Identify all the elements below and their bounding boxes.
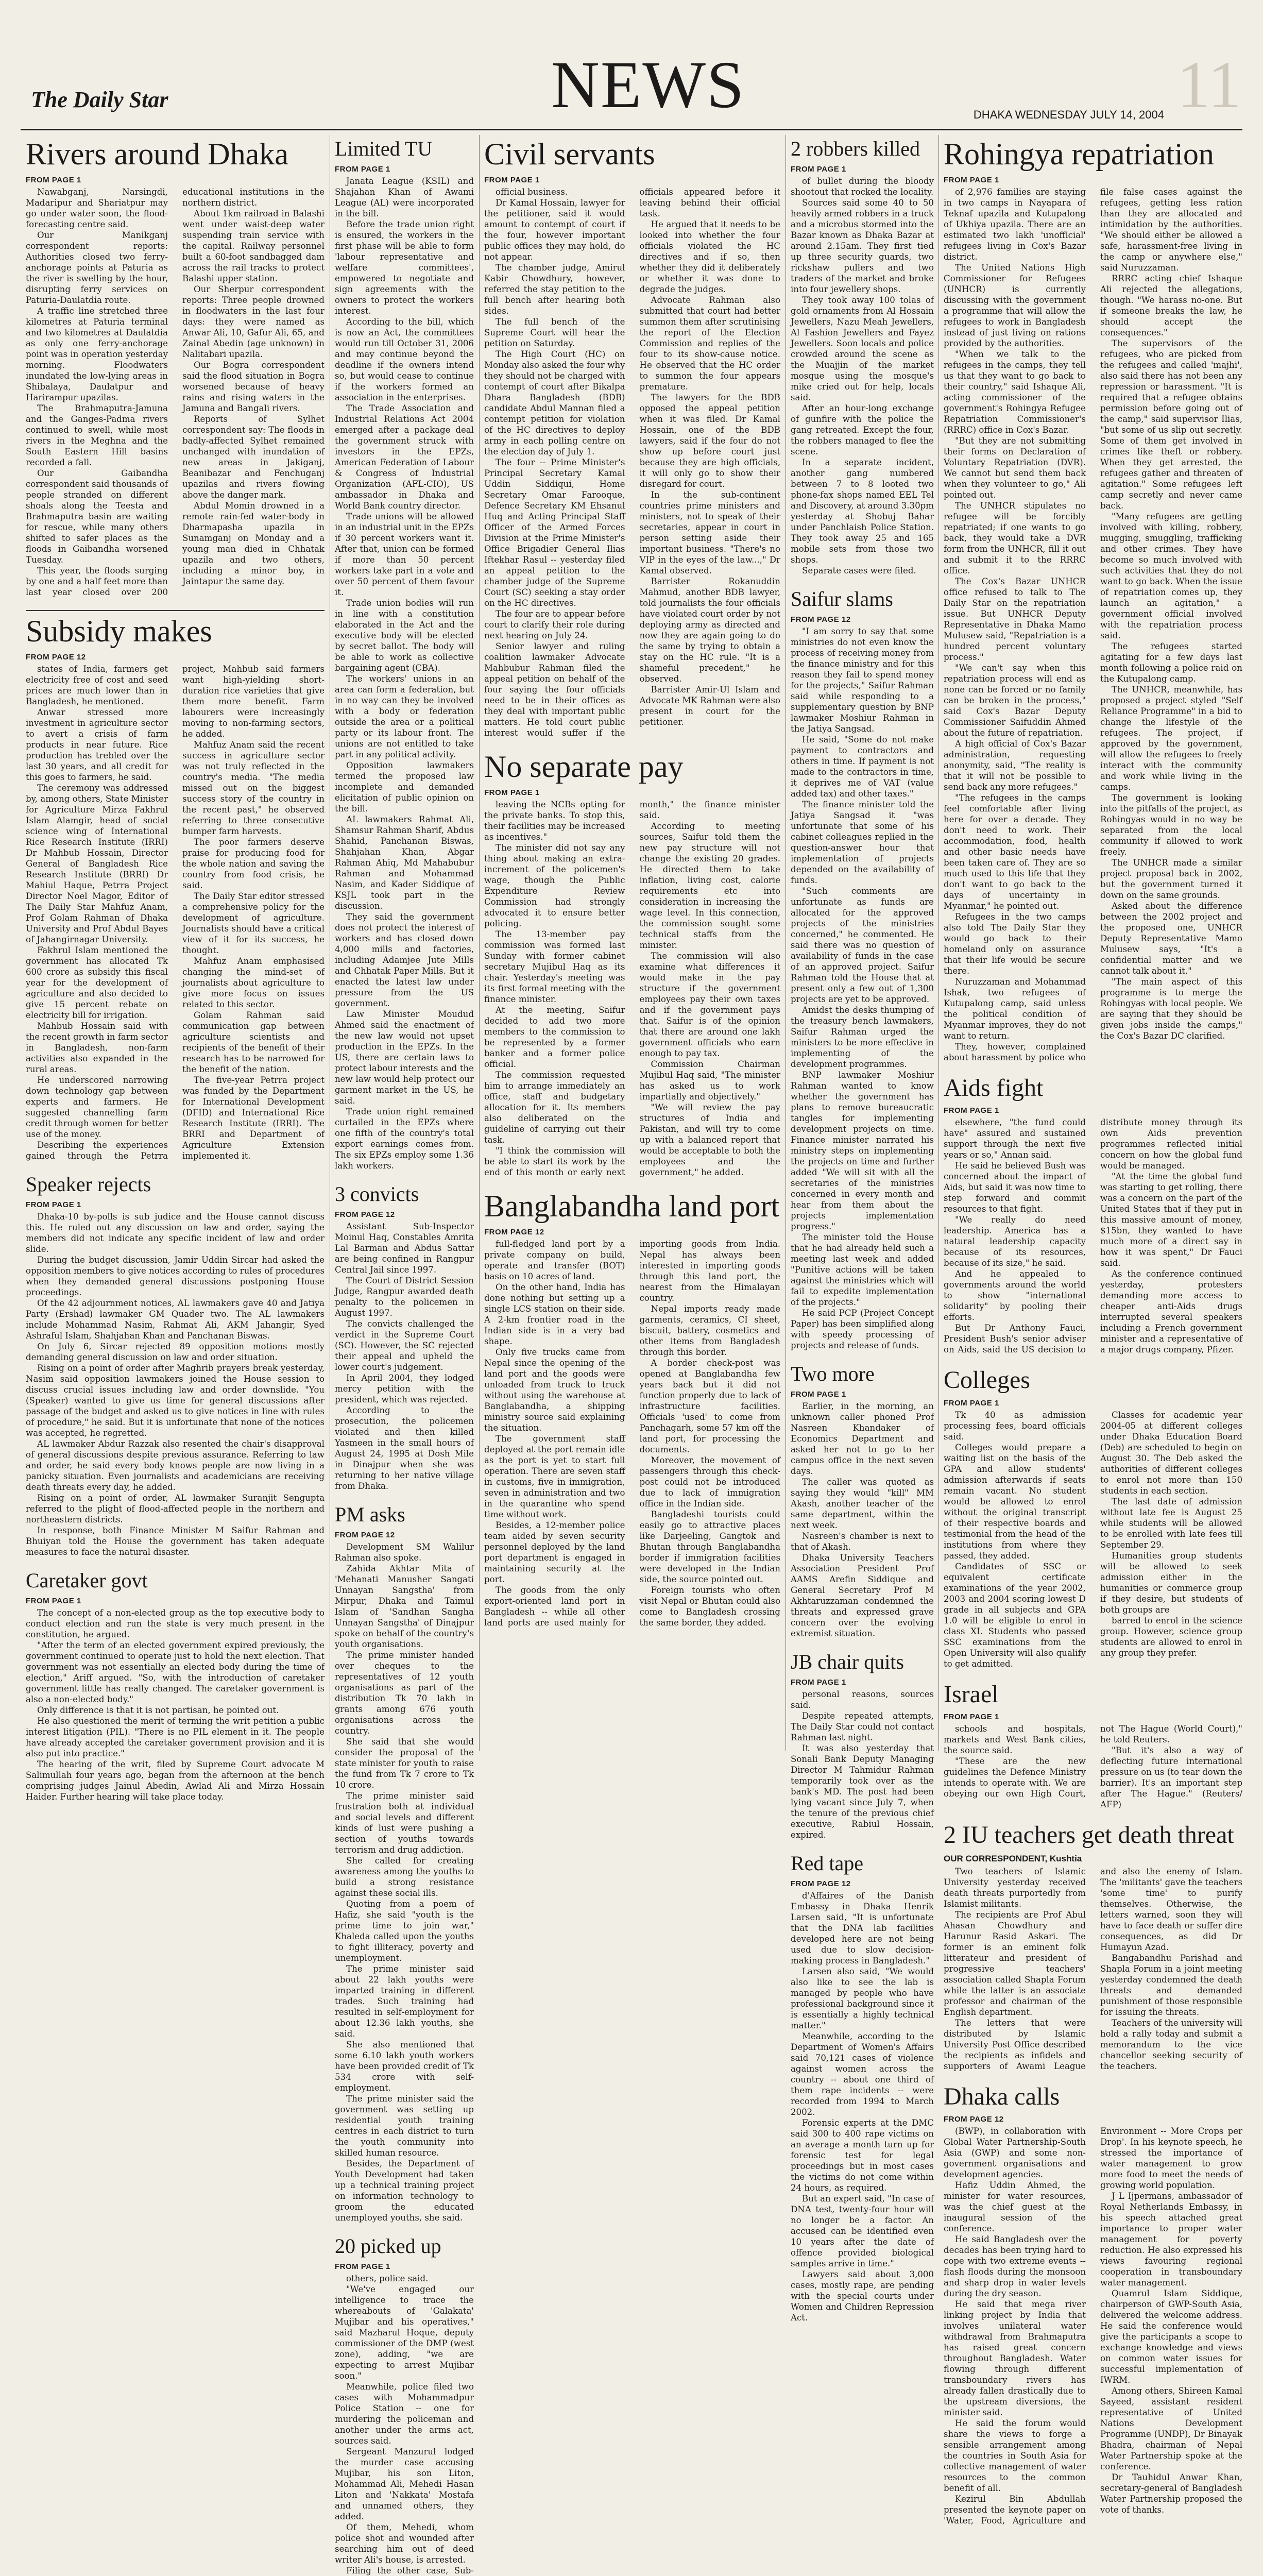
story-red-tape <box>791 1853 934 2323</box>
paragraph: But Dr Anthony Fauci, President Bush's senior adviser on Aids, said the US decision to distribute money through its own Aids prevention programmes reflected initial concern on how the global fund would be managed. <box>944 1117 1242 1355</box>
paragraph: The Trade Association and Industrial Relations Act 2004 emerged after a package deal the government struck with investors in the EPZs, American Federation of Labour & Congress of Industrial Organization (AFL-CIO), US ambassador in Dhaka and World Bank country director. <box>335 403 474 511</box>
headline: Rivers around Dhaka <box>26 137 288 171</box>
paragraph: Only difference is that it is not partisan, he pointed out. <box>37 1705 279 1715</box>
paragraph: "But it's also a way of deflecting future international pressure on us (to tear down the barrier). It's an important step after The Hague." (Reuters/ AFP) <box>1100 1745 1242 1810</box>
paragraph: The prime minister said frustration both at individual and social levels and different kinds of lust were pushing a section of youths towards terrorism and drug addiction. <box>335 1791 474 1855</box>
paragraph: Moreover, the movement of passengers through this check-post could not be introduced due to lack of immigration office in the Indian side. <box>639 1455 780 1509</box>
paragraph: Larsen also said, "We would also like to see the lab is managed by people who have professional background since it is essentially a highly technical matter." <box>791 1967 934 2030</box>
paragraph: others, police said. <box>346 2274 429 2283</box>
jump-line: FROM PAGE 1 <box>26 1597 81 1605</box>
paper-name: The Daily Star <box>31 87 168 112</box>
paragraph: Reports of Sylhet correspondent say: The floods in badly-affected Sylhet remained unchanged with inundation of new areas in Jakiganj, Beanibazar and Fenchuganj upazilas and rivers flowing above the danger mark. <box>182 414 325 500</box>
paragraph: Earlier, in the morning, an unknown caller phoned Prof Nasreen Khandaker of Economics Department and asked her not to go to her campus office in the next seven days. <box>791 1401 934 1476</box>
headline: JB chair quits <box>791 1650 904 1673</box>
story-body <box>944 2126 1242 2526</box>
paragraph: "The refugees in the camps feel comfortable after living here for over a decade. They don't need to work. Their accommodation, food, health and other basic needs have been taken care of. They are so much used to this life that they don't want to go back to the days of uncertainty in Myanmar," he pointed out. <box>944 793 1086 911</box>
paragraph: Nasreen's chamber is next to that of Akash. <box>791 1531 934 1552</box>
paragraph: schools and hospitals, markets and West Bank cities, the source said. <box>944 1724 1086 1756</box>
headline: 20 picked up <box>335 2234 441 2258</box>
paragraph: Assistant Sub-Inspector Moinul Haq, Constables Amrita Lal Barman and Abdus Sattar are being confined in Rangpur Central Jail since 1997. <box>335 1222 474 1275</box>
paragraph: Kezirul Bin Abdullah presented the keynote paper on 'Water, Food, Agriculture and Environment -- More Crops per Drop'. In his keynote speech, he stressed the importance of water management to grow more food to meet the needs of growing world population. <box>944 2126 1242 2526</box>
story-body <box>484 799 780 1178</box>
paragraph: official business. <box>496 187 568 197</box>
headline: Civil servants <box>484 137 655 171</box>
paragraph: The High Court (HC) on Monday also asked the four why they should not be charged with contempt of court after Bikalpa Dhara Bangladesh (BDB) candidate Abdul Mannan filed a contempt petition for violation of the HC directives to deploy army in each polling centre on the election day of July 1. <box>484 349 625 456</box>
paragraph: After an hour-long exchange of gunfire with the police the gang retreated. Except the four, the robbers managed to flee the scene. <box>791 403 934 456</box>
paragraph: The four -- Prime Minister's Principal Secretary Kamal Uddin Siddiqui, Home Secretary Omar Farooque, Defence Secretary KM Ehsanul Huq and Acting Principal Staff Officer of the Armed Forces Division at the Prime Minister's Office Brigadier General Ilias Iftekhar Rasul -- yesterday filed an appeal petition to the chamber judge of the Supreme Court (SC) seeking a stay order on the HC directives. <box>484 457 625 608</box>
paragraph: Abdul Momin drowned in a remote rain-fed water-body in Dharmapasha upazila in Sunamganj on Monday and a young man died in Chhatak upazila and two others, including a minor boy, in Jaintapur the same day. <box>182 501 325 586</box>
paragraph: "At the time the global fund was starting to get rolling, there was a concern on the part of the United States that if they put in this massive amount of money, $15bn, they wanted to have much more of a direct say in how it was spent," Dr Fauci said. <box>1100 1172 1242 1268</box>
headline: Saifur slams <box>791 587 893 611</box>
column-divider <box>938 135 939 1751</box>
story-body <box>791 176 934 576</box>
headline: 3 convicts <box>335 1182 419 1206</box>
story-iu-teachers <box>944 1822 1242 2071</box>
jump-line: FROM PAGE 12 <box>335 1531 395 1539</box>
story-body <box>484 1239 780 1628</box>
story-body <box>791 1689 934 1840</box>
jump-line: FROM PAGE 1 <box>791 1678 846 1687</box>
story-caretaker <box>26 1570 325 1802</box>
paragraph: The lawyers for the BDB opposed the appeal petition when it was filed. Dr Kamal Hossain, one of the BDB lawyers, said if the four do not show up before court just because they are high officials, it will only go to show their disregard for court. <box>639 393 780 489</box>
paragraph: Sergeant Manzurul lodged the murder case accusing Mujibar, his son Liton, Mohammad Ali, Mehedi Hasan Liton and 'Nakkata' Mostafa and unnamed others, they added. <box>335 2447 474 2521</box>
story-israel <box>944 1682 1242 1810</box>
paragraph: Classes for academic year 2004-05 at different colleges under Dhaka Education Board (Deb) are scheduled to begin on August 30. The Deb asked the authorities of different colleges to enrol not more than 150 students in each section. <box>1100 1410 1242 1496</box>
paragraph: Trade union bodies will run in line with a constitution elaborated in the Act and the executive body will be elected by secret ballot. The body will be able to work as collective bargaining agent (CBA). <box>335 598 474 673</box>
headline: PM asks <box>335 1503 405 1526</box>
column-2 <box>335 135 474 2575</box>
headline: Caretaker govt <box>26 1569 148 1592</box>
paragraph: "After the term of an elected government expired previously, the government continued to operate just to hold the next election. That government was not essentially an elected body during the time of election," Ariff argued. "So, with the introduction of caretaker government little has really changed. The caretaker government is also a non-elected body." <box>26 1640 325 1704</box>
paragraph: full-fledged land port by a private company on build, operate and transfer (BOT) basis on 10 acres of land. <box>484 1239 625 1281</box>
paragraph: Meanwhile, police filed two cases with Mohammadpur Police Station -- one for murdering the policeman and another under the arms act, sources said. <box>335 2382 474 2446</box>
story-body <box>335 1541 474 2223</box>
story-pm-asks <box>335 1504 474 2223</box>
paragraph: Despite repeated attempts, The Daily Star could not contact Rahman last night. <box>791 1711 934 1742</box>
headline: Red tape <box>791 1852 864 1875</box>
paragraph: Dr Tauhidul Anwar Khan, secretary-general of Bangladesh Water Partnership proposed the vote of thanks. <box>1100 2472 1242 2515</box>
jump-line: FROM PAGE 1 <box>791 165 846 174</box>
paragraph: AL lawmaker Abdur Razzak also resented the chair's disapproval of general discussions despite previous assurance. Referring to law and order, he said every body knows people are now living in a panicky situation. Even journalists and academicians are receiving death threats every day, he added. <box>26 1439 325 1492</box>
paragraph: Of them, Mehedi, whom police shot and wounded after searching him out of deed writer Ali's house, is arrested. <box>335 2522 474 2565</box>
paragraph: Hafiz Uddin Ahmed, the minister for water resources, was the chief guest at the inaugural session of the conference. <box>944 2180 1086 2233</box>
paragraph: "Such comments are unfortunate as funds are allocated for the approved projects of the ministries concerned," he commented. He said there was no question of availability of funds in the case of an approved project. Saifur Rahman told the House that at present only a few out of 1,300 projects are yet to be approved. <box>791 886 934 1004</box>
headline: Rohingya repatriation <box>944 137 1214 171</box>
paragraph: Quamrul Islam Siddique, chairperson of GWP-South Asia, delivered the welcome address. He said the conference would give the participants a scope to exchange knowledge and views on common water issues for successful implementation of IWRM. <box>1100 2288 1242 2385</box>
story-body <box>26 1211 325 1557</box>
paragraph: The government staff deployed at the port remain idle as the port is yet to start full operation. There are seven staff in customs, five in immigration, seven in administration and two in the quarantine who spend time without work. <box>484 1434 625 1519</box>
headline: Speaker rejects <box>26 1173 151 1196</box>
jump-line: FROM PAGE 1 <box>335 165 390 174</box>
paragraph: Our Sherpur correspondent reports: Three people drowned in floodwaters in the last four days: they were named as Anwar Ali, 10, Gafur Ali, 65, and Zainal Abedin (age unknown) in Nalitabari upazila. <box>182 284 325 359</box>
paragraph: Two teachers of Islamic University yesterday received death threats purportedly from Islamist militants. <box>944 1866 1086 1909</box>
paragraph: (BWP), in collaboration with Global Water Partnership-South Asia (GWP) and some non-government organisations and development agencies. <box>944 2126 1086 2179</box>
paragraph: The UNHCR, meanwhile, has proposed a project styled "Self Reliance Programme" in a bid to change the lifestyle of the refugees. The project, if approved by the government, will allow the refugees to freely interact with the community and work while living in the camps. <box>1100 685 1242 792</box>
jump-line: FROM PAGE 12 <box>791 615 851 624</box>
jump-line: FROM PAGE 1 <box>944 1713 999 1722</box>
paragraph: A traffic line stretched three kilometres at Paturia terminal and two kilometres at Daulatdia as only one ferry-anchorage point was in operation yesterday morning. Floodwaters inundated the low-lying areas in Shibalaya, Daulatpur and Harirampur upazilas. <box>26 306 168 402</box>
paragraph: He said that mega river linking project by India that involves unilateral water withdrawal from Brahmaputra has raised great concern throughout Bangladesh. Water flowing through different transboundary rivers has already fallen drastically due to the upstream diversions, the minister said. <box>944 2299 1086 2417</box>
paragraph: But an expert said, "In case of DNA test, twenty-four hour will no longer be a factor. An accused can be identified even 10 years after the date of offence provided biological samples arrive in time." <box>791 2194 934 2268</box>
paragraph: A border check-post was opened at Banglabandha few years back but it did not function properly due to lack of infrastructure facilities. Officials 'used' to come from Panchagarh, some 57 km off the land port, for processing the documents. <box>639 1358 780 1454</box>
paragraph: Barrister Rokanuddin Mahmud, another BDB lawyer, told journalists the four officials have violated court order by not deploying army as directed and now they are again going to do the same by trying to obtain a stay on the HC rule. "It is a shameful precedent," he observed. <box>639 577 780 684</box>
paragraph: The concept of a non-elected group as the top executive body to conduct election and run the state is very much present in the constitution, he argued. <box>26 1608 325 1639</box>
column-4 <box>791 135 934 2323</box>
paragraph: Humanities group students will be allowed to seek admission either in the humanities or commerce group if they desire, but students of both groups are <box>1100 1550 1242 1615</box>
paragraph: Commission Chairman Mujibul Haq said, "The minister has asked us to work impartially and objectively." <box>639 1059 780 1101</box>
paragraph: He said he believed Bush was concerned about the impact of Aids, but said it was now time to step forward and commit resources to that fight. <box>944 1161 1086 1214</box>
paragraph: "I am sorry to say that some ministries do not even know the process of receiving money from the finance ministry and for this reason they fail to spend money for the projects," Saifur Rahman said while responding to a supplementary question by BNP lawmaker Moshiur Rahman in the Jatiya Sangsad. <box>791 626 934 734</box>
paragraph: Rising on a point of order after Maghrib prayers break yesterday, Nasim said opposition lawmakers joined the House session to discuss crucial issues including law and order downslide. "You (Speaker) wanted to give us time for general discussions after passage of the budget and asked us to give notices in line with rules of procedure," he said. But it is unfortunate that none of the notices was accepted, he regretted. <box>26 1363 325 1438</box>
paragraph: The workers' unions in an area can form a federation, but in no way can they be involved with a body or federation outside the area or a political party or its labour front. The unions are not entitled to take part in any political activity. <box>335 674 474 759</box>
paragraph: Trade unions will be allowed in an industrial unit in the EPZs if 30 percent workers want it. After that, union can be formed if more than 50 percent workers take part in a vote and over 50 percent of them favour it. <box>335 512 474 597</box>
story-body <box>944 1723 1242 1810</box>
paragraph: Lawyers said about 3,000 cases, mostly rape, are pending with the special courts under Women and Children Repression Act. <box>791 2269 934 2323</box>
paragraph: A high official of Cox's Bazar administration, requesting anonymity, said, "The reality is that it will not be possible to send back any more refugees." <box>944 739 1086 792</box>
paragraph: d'Affaires of the Danish Embassy in Dhaka Henrik Larsen said, "It is unfortunate that the DNA lab facilities developed here are not being used due to slow decision-making process in Bangladesh." <box>791 1891 934 1965</box>
jump-line: FROM PAGE 1 <box>335 2262 390 2271</box>
paragraph: The letters that were distributed by Islamic University Post Office described the recipients as infidels and supporters of Awami League and also the enemy of Islam. The 'militants' gave the teachers 'some time' to purify themselves. Otherwise, the letters warned, soon they will have to face death or suffer dire consequences, as did Dr Humayun Azad. <box>944 1866 1242 2071</box>
jump-line: FROM PAGE 1 <box>944 176 999 184</box>
column-divider <box>479 135 480 1751</box>
paragraph: "Many refugees are getting involved with killing, robbery, mugging, smuggling, trafficking and other crimes. They have become so much involved with such activities that they do not want to go back. When the issue of repatriation comes up, they launch an agitation," a government official involved with the repatriation process said. <box>1100 512 1242 640</box>
story-body <box>26 664 325 1161</box>
paragraph: Forensic experts at the DMC said 300 to 400 rape victims on an average a month turn up for forensic test for legal proceedings but in most cases the victims do not come within 24 hours, as required. <box>791 2118 934 2193</box>
paragraph: Rising on a point of order, AL lawmaker Suranjit Sengupta referred to the plight of flood-affected people in the northern and northeastern districts. <box>26 1493 325 1524</box>
paragraph: According to the prosecution, the policemen violated and then killed Yasmeen in the small hours of August 24, 1995 at Dosh Mile in Dinajpur when she was returning to her native village from Dhaka. <box>335 1405 474 1491</box>
paragraph: Sources said some 40 to 50 heavily armed robbers in a truck and a microbus stormed into the Bazar known as Dhaka Bazar at around 2.15am. They first tied up three security guards, two rickshaw pullers and two traders of the market and broke into four jewellery shops. <box>791 198 934 294</box>
paragraph: Zahida Akhtar Mita of 'Mehanati Manusher Sangati Unnayan Sangstha' from Mirpur, Dhaka and Taimul Islam of 'Sandhan Sangha Unnayan Sangstha' of Dinajpur spoke on behalf of the country's youth organisations. <box>335 1564 474 1649</box>
paragraph: The United Nations High Commissioner for Refugees (UNHCR) is currently discussing with the government a programme that will allow the refugees to work in Bangladesh instead of just living on rations provided by the authorities. <box>944 263 1086 348</box>
paragraph: "We really do need leadership. America has a natural leadership capacity because of its resources, because of its size," he said. <box>944 1215 1086 1268</box>
paragraph: states of India, farmers get electricity free of cost and seed prices are much lower than in Bangladesh, he mentioned. <box>26 664 168 706</box>
paragraph: of bullet during the bloody shootout that rocked the locality. <box>791 176 934 197</box>
paragraph: The poor farmers deserve praise for producing food for the whole nation and saving the country from food crisis, he said. <box>182 837 325 890</box>
story-body <box>944 187 1242 1063</box>
story-body <box>335 176 474 1171</box>
paragraph: barred to enrol in the science group. However, science group students are allowed to enrol in any group they prefer. <box>1100 1615 1242 1658</box>
column-1 <box>26 135 325 1802</box>
paragraph: According to meeting sources, Saifur told them the new pay structure will not change the existing 20 grades. He directed them to take inflation, living cost, calorie requirements etc into consideration in increasing the wage level. In this connection, the commission sought some technical staffs from the minister. <box>639 821 780 950</box>
story-body <box>791 626 934 1351</box>
paragraph: In April 2004, they lodged mercy petition with the president, which was rejected. <box>335 1373 474 1404</box>
column-3 <box>484 135 780 1751</box>
paragraph: Advocate Rahman also submitted that court had better summon them after scrutinising the report of the Election Commission and replies of the four to its show-cause notice. He observed that the HC order to summon the four appears premature. <box>639 295 780 392</box>
paragraph: Mahbub Hossain said with the recent growth in farm sector in Bangladesh, non-farm activities also expanded in the rural areas. <box>26 1021 168 1074</box>
paragraph: The convicts challenged the verdict in the Supreme Court (SC). However, the SC rejected their appeal and upheld the lower court's judgement. <box>335 1319 474 1372</box>
story-subsidy <box>26 615 325 1161</box>
paragraph: Mahfuz Anam said the recent success in agriculture sector was not truly reflected in the country's media. "The media missed out on the biggest success story of the country in the recent past," he observed referring to three consecutive bumper farm harvests. <box>182 740 325 836</box>
paragraph: Besides, a 12-member police team aided by seven security personnel deployed by the land port department is engaged in maintaining security at the port. <box>484 1520 625 1584</box>
paragraph: "We've engaged our intelligence to trace the whereabouts of 'Galakata' Mujibar and his operatives," said Mazharul Hoque, deputy commissioner of the DMP (west zone), adding, "we are expecting to arrest Mujibar soon." <box>335 2284 474 2381</box>
paragraph: She said that she would consider the proposal of the state minister for youth to raise the fund from Tk 7 crore to Tk 10 crore. <box>335 1737 474 1790</box>
jump-line: FROM PAGE 1 <box>944 1106 999 1115</box>
headline: Aids fight <box>944 1074 1044 1101</box>
paragraph: "We can't say when this repatriation process will end as none can be forced or no family can be broken in the process," said Cox's Bazar Deputy Commissioner Saifuddin Ahmed about the future of repatriation. <box>944 663 1086 738</box>
paragraph: The minister did not say any thing about making an extra-increment of the policemen's wage, though the Public Expenditure Review Commission had strongly advocated it to ensure better policing. <box>484 843 625 928</box>
paragraph: Tk 40 as admission processing fees, board officials said. <box>944 1410 1086 1442</box>
story-body <box>944 1117 1242 1355</box>
paragraph: The full bench of the Supreme Court will hear the petition on Saturday. <box>484 317 625 348</box>
story-body <box>26 187 325 598</box>
paragraph: Dhaka-10 by-polls is sub judice and the House cannot discuss this. He ruled out any discussion on law and order, saying the members did not indicate any specific incident of law and order slide. <box>26 1212 325 1254</box>
jump-line: FROM PAGE 1 <box>26 176 81 184</box>
paragraph: J L Ijpermans, ambassador of Royal Netherlands Embassy, in his speech attached great importance to proper water management for poverty reduction. He also expressed his views favouring regional cooperation in transboundary water management. <box>1100 2191 1242 2287</box>
story-banglabandha <box>484 1190 780 1628</box>
paragraph: The recipients are Prof Abul Ahasan Chowdhury and Harunur Rasid Askari. The former is an eminent folk litterateur and president of progressive teachers' association called Shapla Forum while the latter is an associate professor and chairman of the English department. <box>944 1909 1086 2017</box>
paragraph: The UNHCR made a similar project proposal back in 2002, but the government turned it down on the same grounds. <box>1100 858 1242 900</box>
paragraph: Law Minister Moudud Ahmed said the enactment of the new law would not upset production in the EPZs. In the US, there are certain laws to protect labour interests and the new law would help protect our garment market in the US, he said. <box>335 1009 474 1106</box>
paragraph: The Daily Star editor stressed a comprehensive policy for the development of agriculture. Journalists should have a critical view of it for its success, he thought. <box>182 891 325 955</box>
paragraph: "I think the commission will be able to start its work by the end of this month or early next month," the finance minister said. <box>484 800 780 1177</box>
headline: Israel <box>944 1680 999 1708</box>
story-convicts <box>335 1183 474 1492</box>
paragraph: About 1km railroad in Balashi went under waist-deep water suspending train service with the capital. Railway personnel built a 60-foot sandbagged dam across the rail tracks to protect Balashi upper station. <box>182 209 325 283</box>
paragraph: Quoting from a poem of Hafiz, she said "youth is the prime time to join war," Khaleda called upon the youths to fight illiteracy, poverty and unemployment. <box>335 1899 474 1963</box>
paragraph: Our Gaibandha correspondent said thousands of people stranded on different shoals along the Teesta and Brahmaputra basin are waiting for rescue, while many others shifted to safer places as the floods in Gaibandha worsened Tuesday. <box>26 468 168 565</box>
paragraph: Separate cases were filed. <box>802 566 916 575</box>
paragraph: The prime minister handed over cheques to the representatives of 12 youth organisations as part of the distribution Tk 70 lakh in grants among 676 youth organisations across the country. <box>335 1650 474 1736</box>
masthead <box>21 46 1247 124</box>
story-speaker <box>26 1174 325 1557</box>
jump-line: FROM PAGE 1 <box>26 1200 81 1209</box>
paragraph: Bangabandhu Parishad and Shapla Forum in a joint meeting yesterday condemned the death threats and demanded punishment of those responsible for issuing the threats. <box>1100 1953 1242 2017</box>
paragraph: He argued that it needs to be looked into whether the four officials violated the HC directives and if so, then whether they did it deliberately or whether it was done to degrade the judges. <box>639 219 780 294</box>
paragraph: Describing the experiences gained through the Petrra project, Mahbub said farmers want high-yielding short-duration rice varieties that give them more benefit. Farm labourers were increasingly moving to non-farming sectors, he added. <box>26 664 325 1161</box>
paragraph: It was also yesterday that Sonali Bank Deputy Managing Director M Tahmidur Rahman temporarily took over as the bank's MD. The post had been lying vacant since July 7, when the tenure of the previous chief executive, Rabiul Hossain, expired. <box>791 1743 934 1840</box>
paragraph: "We will review the pay structures of India and Pakistan, and will try to come up with a balanced report that would be acceptable to both the employees and the government," he added. <box>639 1103 780 1177</box>
paragraph: RRRC acting chief Ishaque Ali rejected the allegations, though. "We harass no-one. But if someone breaks the law, he should accept the consequences." <box>1100 274 1242 337</box>
paragraph: And he appealed to governments around the world to show "international solidarity" by pooling their efforts. <box>944 1269 1086 1323</box>
paragraph: Besides, the Department of Youth Development had taken up a technical training project on information technology to groom the educated unemployed youths, she said. <box>335 2159 474 2223</box>
paragraph: Nawabganj, Narsingdi, Madaripur and Shariatpur may go under water soon, the flood-forecasting centre said. <box>26 187 168 229</box>
paragraph: Asked about the difference between the 2002 project and the proposed one, UNHCR Deputy Representative Mamo Mulusew says, "It's a confidential matter and we cannot talk about it." <box>1100 901 1242 976</box>
story-body <box>484 187 780 738</box>
paragraph: She called for creating awareness among the youths to build a strong resistance against these social ills. <box>335 1856 474 1898</box>
paragraph: The prime minister said the government was setting up residential youth training centres in each district to turn the youth community into skilled human resource. <box>335 2094 474 2158</box>
paragraph: Barrister Amir-Ul Islam and Advocate MK Rahman were also present in court for the petitioner. <box>639 685 780 727</box>
story-body <box>944 1866 1242 2072</box>
paragraph: Among others, Shireen Kamal Sayeed, assistant resident representative of United Nations Development Programme (UNDP), Dr Binayak Bhadra, chairman of Nepal Water Partnership spoke at the conference. <box>1100 2385 1242 2471</box>
story-jb-chair <box>791 1651 934 1840</box>
paragraph: They said the government does not protect the interest of workers and has closed down 4,000 mills and factories, including Adamjee Jute Mills and Chhatak Paper Mills. But it enacted the latest law under pressure from the US government. <box>335 912 474 1008</box>
jump-line: FROM PAGE 12 <box>484 1228 544 1236</box>
story-robbers <box>791 138 934 576</box>
paragraph: In response, both Finance Minister M Saifur Rahman and Bhuiyan told the House the government has taken adequate measures to face the natural disaster. <box>26 1526 325 1557</box>
paragraph: The prime minister said about 22 lakh youths were imparted training in different trades. Such training had resulted in self-employment for about 12.36 lakh youths, she said. <box>335 1964 474 2039</box>
jump-line: FROM PAGE 1 <box>944 1398 999 1408</box>
paragraph: The goods from the only export-oriented land port in Bangladesh -- while all other land ports are used mainly for importing goods from India. Nepal has always been interested in importing goods through this land port, the nearest from the Himalayan country. <box>484 1239 780 1628</box>
paragraph: They, however, complained about harassment by police who file false cases against the refugees, getting less ration than they are allocated and intimidation by the authorities. "We should either be allowed a safe, harassment-free living in the camp or anywhere else," said Nuruzzaman. <box>944 187 1242 1062</box>
paragraph: leaving the NCBs opting for the private banks. To stop this, their facilities may be increased as incentives." <box>484 800 625 842</box>
paragraph: He said the forum would share the views to forge a sensible arrangement among the countries in South Asia for collective management of water resources to the common benefit of all. <box>944 2418 1086 2493</box>
paragraph: The commission will also examine what differences it would make in the pay structure if the government employees pay their own taxes and if the government pays that. Saifur is of the opinion that there are around one lakh government officials who earn enough to pay tax. <box>639 951 780 1058</box>
story-body <box>335 1221 474 1492</box>
paragraph: Before the trade union right is ensured, the workers in the first phase will be able to form 'labour representative and welfare committees', empowered to negotiate and sign agreements with the owners to protect the workers interest. <box>335 219 474 316</box>
paragraph: The last date of admission without late fee is August 25 while students will be allowed to be enrolled with late fees till September 29. <box>1100 1496 1242 1550</box>
paragraph: AL lawmakers Rahmat Ali, Shamsur Rahman Sharif, Abdus Shahid, Panchanan Biswas, Shahjahan Khan, Abgar Rahman Ahiq, Md Mahabubur Rahman and Mohammad Nasim, and Kader Siddique of KSJL took part in the discussion. <box>335 815 474 911</box>
story-dhaka-calls <box>944 2084 1242 2526</box>
jump-line: FROM PAGE 12 <box>944 2114 1004 2124</box>
paragraph: The UNHCR stipulates no refugee will be forcibly repatriated; if one wants to go back, they would take a DVR form from the UNHCR, fill it out and submit it to the RRRC office. <box>944 501 1086 575</box>
paragraph: Bangladeshi tourists could easily go to attractive places like Darjeeling, Gangtok and Bhutan through Banglabandha border if immigration facilities were developed in the Indian side, the source pointed out. <box>639 1510 780 1584</box>
paragraph: Dr Kamal Hossain, lawyer for the petitioner, said it would amount to contempt of court if the four, however important public offices they may hold, do not appear. <box>484 198 625 262</box>
paragraph: He said Bangladesh over the decades has been trying hard to cope with two extreme events -- flash floods during the monsoon and sharp drop in water levels during the dry season. <box>944 2234 1086 2298</box>
paragraph: personal reasons, sources said. <box>791 1689 934 1710</box>
story-body <box>791 1401 934 1639</box>
paragraph: Dhaka University Teachers Association President Prof AAMS Arefin Siddique and General Secretary Prof M Akhtaruzzaman condemned the threats and expressed grave concern over the evolving extremist situation. <box>791 1553 934 1638</box>
paragraph: Anwar stressed more investment in agriculture sector to avert a crisis of farm products in near future. Rice production has trebled over the last 30 years, and all credit for this goes to farmers, he said. <box>26 707 168 782</box>
paragraph: At the meeting, Saifur decided to add two more members to the commission to be represented by a former banker and a former police official. <box>484 1005 625 1069</box>
paragraph: Senior lawyer and ruling coalition lawmaker Advocate Mahbubur Rahman filed the appeal petition on behalf of the four saying the four officials need to be in their offices as they deal with important public matters. He told court public interest would suffer if the officials appeared before it leaving behind their official task. <box>484 187 780 738</box>
story-no-separate <box>484 751 780 1178</box>
jump-line: FROM PAGE 1 <box>484 176 540 184</box>
jump-line: FROM PAGE 1 <box>484 788 540 797</box>
paragraph: In the sub-continent countries prime ministers and ministers, not to speak of their secretaries, appear in court in person setting aside their important business. "There's no VIP in the eyes of the law...," Dr Kamal observed. <box>639 490 780 575</box>
jump-line: FROM PAGE 12 <box>791 1879 851 1888</box>
paragraph: They took away 100 tolas of gold ornaments from Al Hossain Jewellers, Nazu Meah Jewellers, Al Fashion Jewellers and Fayez Jewellers. Soon locals and police crowded around the scene as the Muajjin of the market mosque using the mosque's mike cried out for help, locals said. <box>791 295 934 402</box>
paragraph: Of the 42 adjournment notices, AL lawmakers gave 40 and Jatiya Party (Ershad) lawmaker GM Quader two. The AL lawmakers include Mohammad Nasim, Rahmat Ali, AKM Jahangir, Syed Ashraful Islam, Shahjahan Khan and Panchanan Biswas. <box>26 1298 325 1341</box>
paragraph: As the conference continued yesterday, protesters demanding more access to cheaper anti-Aids drugs interrupted several speakers including a French government minister and a representative of a major drugs company, Pfizer. <box>1100 1269 1242 1355</box>
paragraph: During the budget discussion, Jamir Uddin Sircar had asked the opposition members to give notices according to rules of procedures when they demanded general discussions postponing House proceedings. <box>26 1255 325 1297</box>
paragraph: Janata League (KSIL) and Shajahan Khan of Awami League (AL) were incorporated in the bill. <box>335 176 474 218</box>
paragraph: elsewhere, "the fund could have" assured and sustained support through the next five years or so," Annan said. <box>944 1117 1086 1160</box>
paragraph: The supervisors of the refugees, who are picked from the refugees and called 'majhi', also said there has not been any repression or harassment. "It is required that a refugee obtains permission before going out of the camp," said supervisor Ilias, "but some of us slip out secretly. Some of them get involved in crimes like theft or robbery. When they get arrested, the refugees gather and threaten of agitation." Some refugees left camp secretly and never came back. <box>1100 338 1242 511</box>
headline: Limited TU <box>335 137 433 160</box>
paragraph: Amidst the desks thumping of the treasury bench lawmakers, Saifur Rahman urged the ministers to be more effective in implementing of the development programmes. <box>791 1005 934 1069</box>
paragraph: The commission requested him to arrange immediately an office, staff and budgetary allocation for it. Its members also deliberated on the guideline of carrying out their task. <box>484 1070 625 1145</box>
story-body <box>791 1890 934 2323</box>
story-picked-up <box>335 2235 474 2576</box>
story-body <box>335 2273 474 2576</box>
headline: No separate pay <box>484 750 684 784</box>
jump-line: FROM PAGE 1 <box>791 1390 846 1399</box>
paragraph: Colleges would prepare a waiting list on the basis of the GPA and allow students' admission afterwards if seats remain vacant. No student would be allowed to enrol without the original transcript of their respective boards and testimonial from the head of the institutions from where they passed, they added. <box>944 1442 1086 1561</box>
paragraph: Refugees in the two camps also told The Daily Star they would go back to their homeland only on assurance that their life would be secure there. <box>944 912 1086 976</box>
headline: Two more <box>791 1362 875 1385</box>
headline: Subsidy makes <box>26 614 212 648</box>
column-5 <box>944 135 1242 2526</box>
paragraph: Nepal imports ready made garments, ceramics, CI sheet, biscuit, battery, cosmetics and other items from Bangladesh through this border. <box>639 1304 780 1357</box>
story-colleges <box>944 1367 1242 1669</box>
paragraph: BNP lawmaker Moshiur Rahman wanted to know whether the government has plans to remove bureaucratic tangles for implementing development projects on time. Finance minister narrated his ministry steps on implementing the projects on time and further added "We will sit with all the secretaries of the ministries concerned in every month and hear from them about the projects implementation progress." <box>791 1070 934 1231</box>
byline: OUR CORRESPONDENT, Kushtia <box>944 1853 1082 1863</box>
paragraph: Development SM Walilur Rahman also spoke. <box>335 1542 474 1563</box>
paragraph: "But they are not submitting their forms on Declaration of Voluntary Repatriation (DVR). We cannot but send them back when they volunteer to go," Ali pointed out. <box>944 436 1086 500</box>
paragraph: He said, "Some do not make payment to contractors and others in time. If payment is not made to the contractors in time, it deprives me of VAT (value added tax) and other taxes." <box>791 735 934 799</box>
paragraph: The Brahmaputra-Jamuna and the Ganges-Padma rivers continued to swell, while most rivers in the Meghna and the South Eastern Hill basins recorded a fall. <box>26 403 168 467</box>
paragraph: The refugees started agitating for a few days last month following a police raid on the Kutupalong camp. <box>1100 641 1242 684</box>
paragraph: He said PCP (Project Concept Paper) has been simplified along with speedy processing of projects and release of funds. <box>791 1308 934 1350</box>
paragraph: "The main aspect of this programme is to merge the Rohingyas with local people. We are saying that they should be given jobs inside the camps," the Cox's Bazar DC clarified. <box>1100 977 1242 1041</box>
paragraph: Trade union right remained curtailed in the EPZs where one fifth of the country's total export earnings comes from. The six EPZs employ some 1.36 lakh workers. <box>335 1107 474 1171</box>
paragraph: of 2,976 families are staying in two camps in Nayapara of Teknaf upazila and Kutupalong of Ukhiya upazila. There are an estimated two lakh 'unofficial' refugees living in Cox's Bazar district. <box>944 187 1086 262</box>
paragraph: He underscored narrowing down technology gap between experts and farmers. He suggested channelling farm credit through women for better use of the money. <box>26 1075 168 1139</box>
paragraph: Nuruzzaman and Mohammad Ishak, two refugees of Kutupalong camp, said unless the political condition of Myanmar improves, they do not want to return. <box>944 977 1086 1041</box>
jump-line: FROM PAGE 12 <box>335 1210 395 1219</box>
story-rohingya <box>944 138 1242 1063</box>
paragraph: The Court of District Session Judge, Rangpur awarded death penalty to the policemen in August 1997. <box>335 1276 474 1318</box>
paragraph: The chamber judge, Amirul Kabir Chowdhury, however, referred the stay petition to the full bench after hearing both sides. <box>484 263 625 316</box>
paragraph: The hearing of the writ, filed by Supreme Court advocate M Salimullah four years ago, began from the afternoon at the bench comprising judges Jainul Abedin, Awlad Ali and Mirza Hossain Haider. Further hearing will take place today. <box>26 1759 325 1802</box>
paragraph: On the other hand, India has done nothing but setting up a single LCS station on their side. A 2-km frontier road in the Indian side is in a very bad shape. <box>484 1282 625 1346</box>
story-body <box>944 1410 1242 1669</box>
paragraph: Opposition lawmakers termed the proposed law incomplete and demanded elicitation of public opinion on the bill. <box>335 760 474 814</box>
paragraph: According to the bill, which is now an Act, the committees would run till October 31, 2006 and may continue beyond the deadline if the owners intend so, but would cease to continue if the workers formed an association in the enterprises. <box>335 317 474 402</box>
paragraph: This year, the floods surging by one and a half feet more than last year closed over 200 educational institutions in the northern district. <box>26 187 325 597</box>
paragraph: Mahfuz Anam emphasised changing the mind-set of journalists about agriculture to give more focus on issues related to this sector. <box>182 956 325 1009</box>
story-two-more <box>791 1363 934 1639</box>
paragraph: The five-year Petrra project was funded by the Department for International Development (DFID) and International Rice Research Institute (IRRI). The BRRI and Department of Agriculture Extension implemented it. <box>182 1075 325 1161</box>
paragraph: Foreign tourists who often visit Nepal or Bhutan could also come to Bangladesh crossing the same border, they added. <box>639 1585 780 1628</box>
paragraph: The ceremony was addressed by, among others, State Minister for Agriculture Mirza Fakhrul Islam Alamgir, head of social science wing of International Rice Research Institute (IRRI) Dr Mahbub Hossain, Director General of Bangladesh Rice Research Institute (BRRI) Dr Mahiul Haque, Petrra Project Director Noel Magor, Editor of The Daily Star Mahfuz Anam, Prof Golam Rahman of Dhaka University and Prof Abdul Bayes of Jahangirnagar University. <box>26 783 168 944</box>
paragraph: The finance minister told the Jatiya Sangsad it "was unfortunate that some of his cabinet colleagues replied in the question-answer hour that implementation of projects depended on the availability of funds. <box>791 800 934 885</box>
story-aids <box>944 1075 1242 1355</box>
paragraph: On July 6, Sircar rejected 89 opposition motions mostly demanding general discussion on law and order situation. <box>26 1342 325 1362</box>
paragraph: "These are the new guidelines the Defence Ministry intends to operate with. We are obeying our own High Court, not The Hague (World Court)," he told Reuters. <box>944 1724 1242 1799</box>
paragraph: Our Manikganj correspondent reports: Authorities closed two ferry-anchorage points at Paturia as the river is swelling by the hour, disrupting ferry services on Paturia-Daulatdia route. <box>26 230 168 305</box>
headline: 2 robbers killed <box>791 137 920 160</box>
story-saifur <box>791 588 934 1351</box>
paragraph: The Cox's Bazar UNHCR office refused to talk to The Daily Star on the repatriation issue. But UNHCR Deputy Representative in Dhaka Mamo Mulusew said, "Repatriation is a hundred percent voluntary process." <box>944 577 1086 662</box>
paragraph: In a separate incident, another gang numbered between 7 to 8 looted two phone-fax shops named EEL Tel and Discovery, at around 3.30pm yesterday at Shobuj Bahar under Panchlaish Police Station. They took away 25 and 165 mobile sets from those two shops. <box>791 457 934 565</box>
story-civil-servants <box>484 138 780 738</box>
story-body <box>26 1607 325 1802</box>
jump-line: FROM PAGE 12 <box>26 653 86 662</box>
paragraph: Teachers of the university will hold a rally today and submit a memorandum to the vice chancellor seeking security of the teachers. <box>1100 2018 1242 2071</box>
story-rivers <box>26 138 325 598</box>
paragraph: The four are to appear before court to clarify their role during next hearing on July 24. <box>484 609 625 640</box>
paragraph: The 13-member pay commission was formed last Sunday with former cabinet secretary Mujibul Haq as its chair. Yesterday's meeting was its first formal meeting with the finance minister. <box>484 929 625 1004</box>
headline: Banglabandha land port <box>484 1189 780 1223</box>
paragraph: Candidates of SSC or equivalent certificate examinations of the year 2002, 2003 and 2004 scoring lowest D grade in all subjects and GPA 1.0 will be eligible to enrol in class XI. Students who passed SSC examinations from the Open University will also qualify to get admitted. <box>944 1561 1086 1669</box>
paragraph: He also questioned the merit of terming the writ petition a public interest litigation (PIL). "There is no PIL element in it. The people have already accepted the caretaker government provision and it is also put into practice." <box>26 1716 325 1758</box>
paragraph: She also mentioned that some 6.10 lakh youth workers have been provided credit of Tk 534 crore with self-employment. <box>335 2040 474 2093</box>
paragraph: Our Bogra correspondent said the flood situation in Bogra worsened because of heavy rains and rising waters in the Jamuna and Bangali rivers. <box>182 360 325 413</box>
paragraph: "When we talk to the refugees in the camps, they tell us that they want to go back to their country," said Ishaque Ali, acting commissioner of the government's Rohingya Refugee Repatriation Commissioner's (RRRC) office in Cox's Bazar. <box>944 349 1086 435</box>
paragraph: Fakhrul Islam mentioned the government has allocated Tk 600 crore as subsidy this fiscal year for the development of agriculture and also decided to give 15 percent rebate on electricity bill for irrigation. <box>26 945 168 1020</box>
paragraph: The minister told the House that he had already held such a meeting last week and added "Punitive actions will be taken against the ministries which will fail to expedite implementation of the projects." <box>791 1232 934 1307</box>
paragraph: The caller was quoted as saying they would "kill" MM Akash, another teacher of the same department, within the next week. <box>791 1477 934 1530</box>
paragraph: Golam Rahman said communication gap between agriculture scientists and recipients of the benefit of their research has to be narrowed for the benefit of the nation. <box>182 1010 325 1074</box>
paragraph: Only five trucks came from Nepal since the opening of the land port and the goods were unloaded from truck to truck without using the warehouse at Banglabandha, a shipping ministry source said explaining the situation. <box>484 1347 625 1433</box>
masthead-rule <box>21 129 1242 130</box>
paragraph: Meanwhile, according to the Department of Women's Affairs said 70,121 cases of violence against women across the country -- about one third of them rape incidents -- were recorded from 1994 to March 2002. <box>791 2031 934 2117</box>
story-limited-tu <box>335 138 474 1171</box>
paragraph: The government is looking into the pitfalls of the project, as Rohingyas would in no way be separated from the local community if allowed to work freely. <box>1100 793 1242 857</box>
section-title: NEWS <box>551 48 745 122</box>
paragraph: Filing the other case, Sub- <box>346 2566 474 2575</box>
headline: 2 IU teachers get death threat <box>944 1821 1234 1849</box>
headline: Colleges <box>944 1366 1030 1394</box>
dateline: DHAKA WEDNESDAY JULY 14, 2004 <box>973 108 1164 121</box>
headline: Dhaka calls <box>944 2082 1060 2110</box>
page-number: 11 <box>1176 48 1241 122</box>
